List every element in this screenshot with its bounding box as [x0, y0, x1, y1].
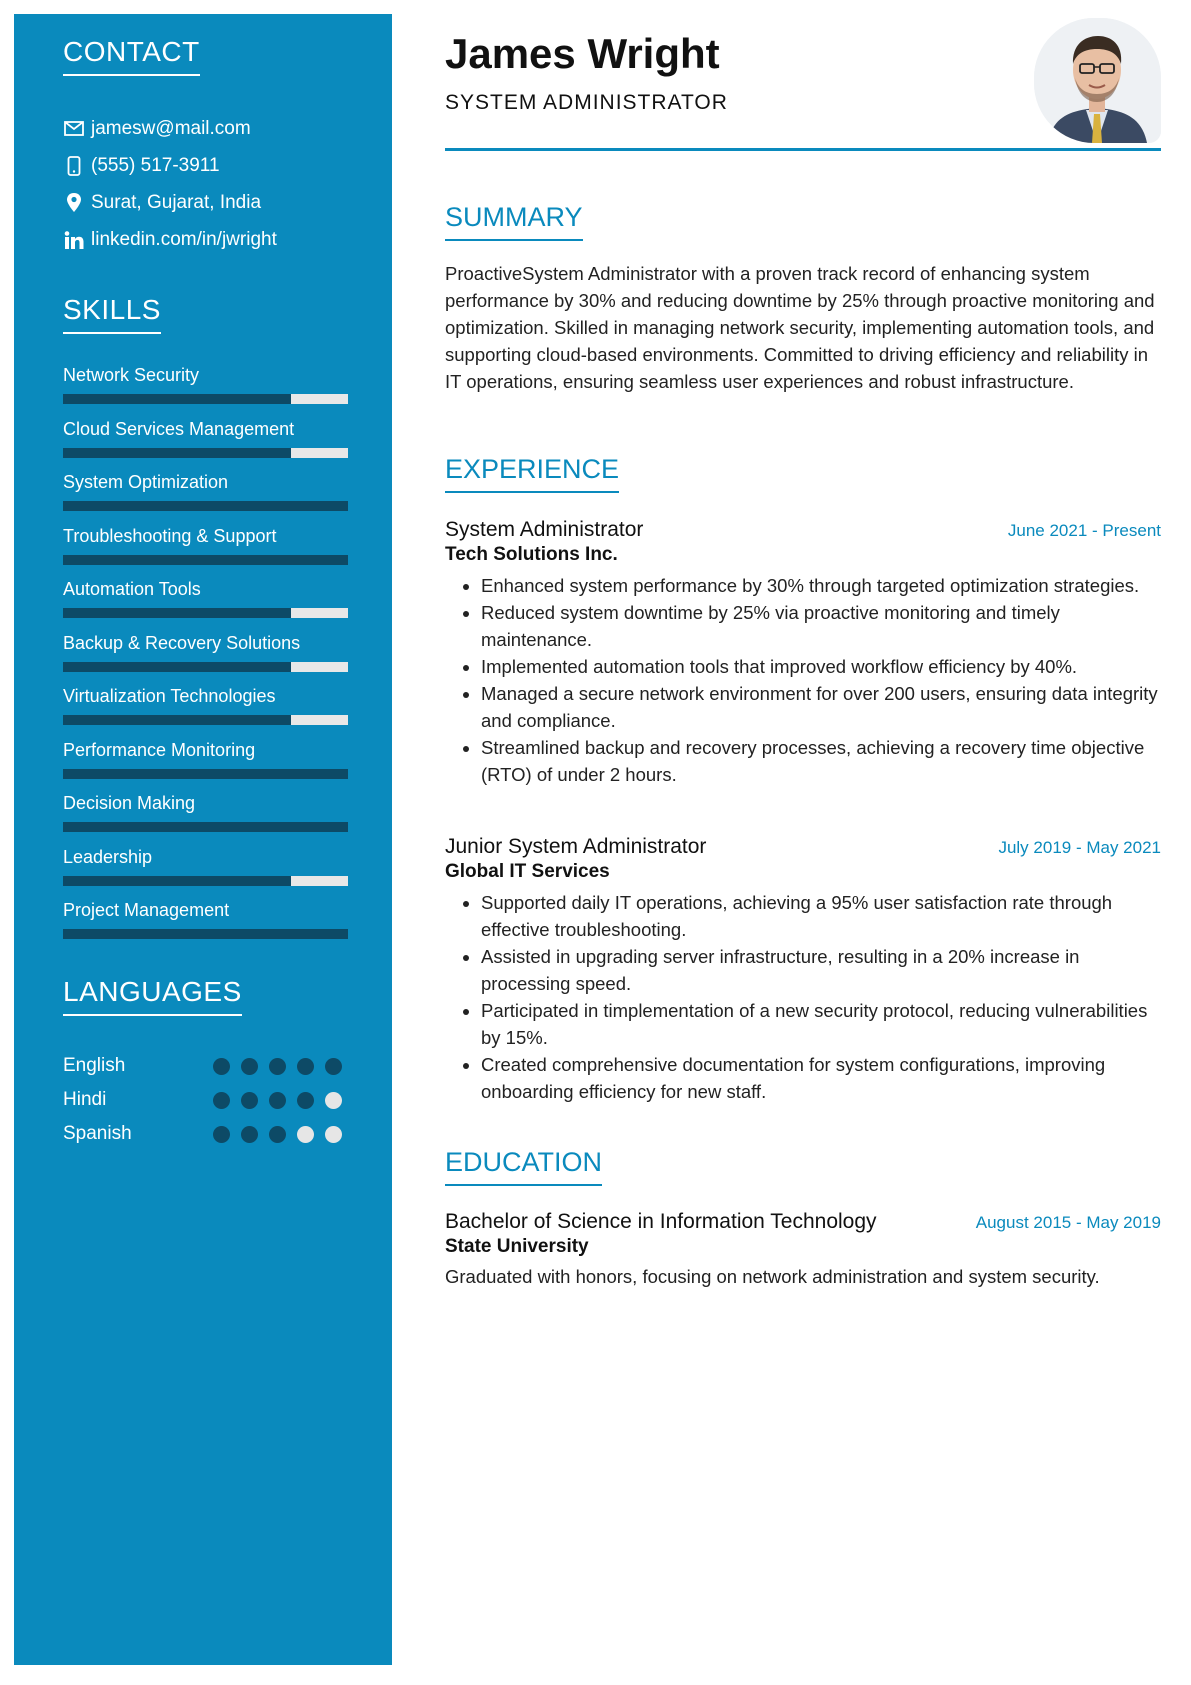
skill-level-bar — [63, 929, 348, 939]
header-divider — [445, 148, 1161, 151]
languages-list — [63, 1049, 348, 1151]
skill-level-bar — [63, 769, 348, 779]
job-bullet: • Streamlined backup and recovery processes, achieving a recovery time objective (RTO) of under 2 hours. — [481, 734, 1161, 788]
language-rating — [213, 1126, 342, 1143]
rating-dot-empty — [325, 1126, 342, 1143]
language-name: English — [63, 1055, 126, 1076]
job-bullet: • Reduced system downtime by 25% via proactive monitoring and timely maintenance. — [481, 599, 1161, 653]
contact-list — [63, 110, 363, 258]
skill-level-fill — [63, 876, 291, 886]
language-name: Hindi — [63, 1089, 107, 1110]
candidate-title: SYSTEM ADMINISTRATOR — [445, 91, 728, 114]
job-dates: July 2019 - May 2021 — [998, 838, 1161, 857]
job-bullets — [445, 572, 1161, 788]
rating-dot-empty — [297, 1126, 314, 1143]
rating-dot-filled — [297, 1058, 314, 1075]
skill-level-fill — [63, 769, 348, 779]
job-bullet: • Supported daily IT operations, achieving a 95% user satisfaction rate through effective troubleshooting. — [481, 889, 1161, 943]
language-rating — [213, 1092, 342, 1109]
languages-heading: LANGUAGES — [63, 976, 242, 1016]
skill-level-fill — [63, 501, 348, 511]
skill-item — [63, 685, 348, 739]
skill-name: Network Security — [63, 365, 200, 385]
rating-dot-filled — [213, 1126, 230, 1143]
contact-location-text: Surat, Gujarat, India — [91, 191, 262, 213]
job-dates: June 2021 - Present — [1007, 521, 1161, 540]
job-entry — [445, 835, 1161, 1105]
rating-dot-filled — [241, 1058, 258, 1075]
education-heading: EDUCATION — [445, 1147, 602, 1186]
job-bullet: • Implemented automation tools that improved workflow efficiency by 40%. — [481, 653, 1161, 680]
skill-level-bar — [63, 501, 348, 511]
job-bullet: • Assisted in upgrading server infrastructure, resulting in a 20% increase in processing speed. — [481, 943, 1161, 997]
skill-name: Automation Tools — [63, 579, 201, 599]
job-bullet: • Participated in timplementation of a new security protocol, reducing vulnerabilities by 15%. — [481, 997, 1161, 1051]
language-item — [63, 1117, 348, 1151]
job-title: System Administrator — [445, 518, 644, 541]
skill-name: Backup & Recovery Solutions — [63, 632, 301, 653]
skill-name: Leadership — [63, 846, 153, 867]
candidate-name: James Wright — [445, 30, 720, 77]
skill-item — [63, 418, 348, 472]
skill-item — [63, 578, 348, 632]
contact-linkedin[interactable] — [63, 221, 363, 258]
contact-phone-text: (555) 517-3911 — [91, 154, 220, 176]
skill-item — [63, 364, 348, 418]
skill-item — [63, 632, 348, 686]
skill-level-fill — [63, 608, 291, 618]
skill-level-fill — [63, 448, 291, 458]
skill-item — [63, 846, 348, 900]
rating-dot-filled — [325, 1058, 342, 1075]
job-company: Tech Solutions Inc. — [445, 544, 618, 565]
summary-text: ProactiveSystem Administrator with a proven track record of enhancing system performance by 30% and reducing downtime by 25% through proactive monitoring and optimization. Skilled in managing network security, implementing automation tools, and supporting cloud-based environments. Committed to driving efficiency and reliability in IT operations, ensuring seamless user experiences and robust infrastructure. — [445, 263, 1155, 392]
language-item — [63, 1049, 348, 1083]
skill-level-bar — [63, 394, 348, 404]
skill-item — [63, 739, 348, 793]
skill-level-fill — [63, 715, 291, 725]
contact-heading: CONTACT — [63, 36, 200, 76]
skill-level-bar — [63, 715, 348, 725]
job-company: Global IT Services — [445, 861, 610, 882]
job-bullet: • Created comprehensive documentation for system configurations, improving onboarding efficiency for new staff. — [481, 1051, 1161, 1105]
skill-level-bar — [63, 608, 348, 618]
skill-item — [63, 792, 348, 846]
contact-phone[interactable] — [63, 147, 363, 184]
job-title: Junior System Administrator — [445, 835, 707, 858]
rating-dot-filled — [241, 1126, 258, 1143]
skill-name: Virtualization Technologies — [63, 686, 276, 706]
rating-dot-filled — [269, 1058, 286, 1075]
skill-item — [63, 471, 348, 525]
skill-level-fill — [63, 662, 291, 672]
skill-name: Cloud Services Management — [63, 418, 295, 439]
skill-level-bar — [63, 822, 348, 832]
skill-level-fill — [63, 822, 348, 832]
skill-item — [63, 525, 348, 579]
rating-dot-filled — [297, 1092, 314, 1109]
skill-level-fill — [63, 929, 348, 939]
skill-level-bar — [63, 555, 348, 565]
skills-list — [63, 364, 348, 953]
school-name: State University — [445, 1236, 589, 1257]
skill-name: Project Management — [63, 900, 230, 920]
rating-dot-filled — [269, 1126, 286, 1143]
degree-title: Bachelor of Science in Information Technology — [445, 1210, 877, 1233]
education-note: Graduated with honors, focusing on network administration and system security. — [445, 1266, 1100, 1287]
skill-name: System Optimization — [63, 472, 229, 492]
skill-name: Decision Making — [63, 793, 196, 813]
summary-heading: SUMMARY — [445, 202, 583, 241]
education-dates: August 2015 - May 2019 — [975, 1213, 1161, 1232]
phone-icon — [63, 155, 85, 177]
contact-location — [63, 184, 363, 221]
job-bullets — [445, 889, 1161, 1105]
education-entry — [445, 1210, 1161, 1290]
rating-dot-filled — [269, 1092, 286, 1109]
linkedin-icon — [63, 229, 85, 251]
skill-name: Performance Monitoring — [63, 739, 256, 760]
rating-dot-filled — [241, 1092, 258, 1109]
contact-linkedin-text: linkedin.com/in/jwright — [91, 228, 277, 250]
skill-level-bar — [63, 448, 348, 458]
skill-item — [63, 899, 348, 953]
rating-dot-filled — [213, 1058, 230, 1075]
language-rating — [213, 1058, 342, 1075]
rating-dot-empty — [325, 1092, 342, 1109]
profile-photo — [1034, 18, 1161, 143]
job-entry — [445, 518, 1161, 788]
rating-dot-filled — [213, 1092, 230, 1109]
skill-level-fill — [63, 394, 291, 404]
skill-name: Troubleshooting & Support — [63, 525, 277, 546]
job-bullet: • Enhanced system performance by 30% through targeted optimization strategies. — [481, 572, 1161, 599]
language-item — [63, 1083, 348, 1117]
email-icon — [63, 118, 85, 140]
experience-heading: EXPERIENCE — [445, 454, 619, 493]
contact-email[interactable] — [63, 110, 363, 147]
language-name: Spanish — [63, 1123, 132, 1144]
location-icon — [63, 192, 85, 214]
skill-level-bar — [63, 876, 348, 886]
skill-level-bar — [63, 662, 348, 672]
skill-level-fill — [63, 555, 348, 565]
contact-email-text: jamesw@mail.com — [91, 117, 251, 139]
skills-heading: SKILLS — [63, 294, 161, 334]
job-bullet: • Managed a secure network environment for over 200 users, ensuring data integrity and compliance. — [481, 680, 1161, 734]
sidebar — [14, 14, 392, 1665]
